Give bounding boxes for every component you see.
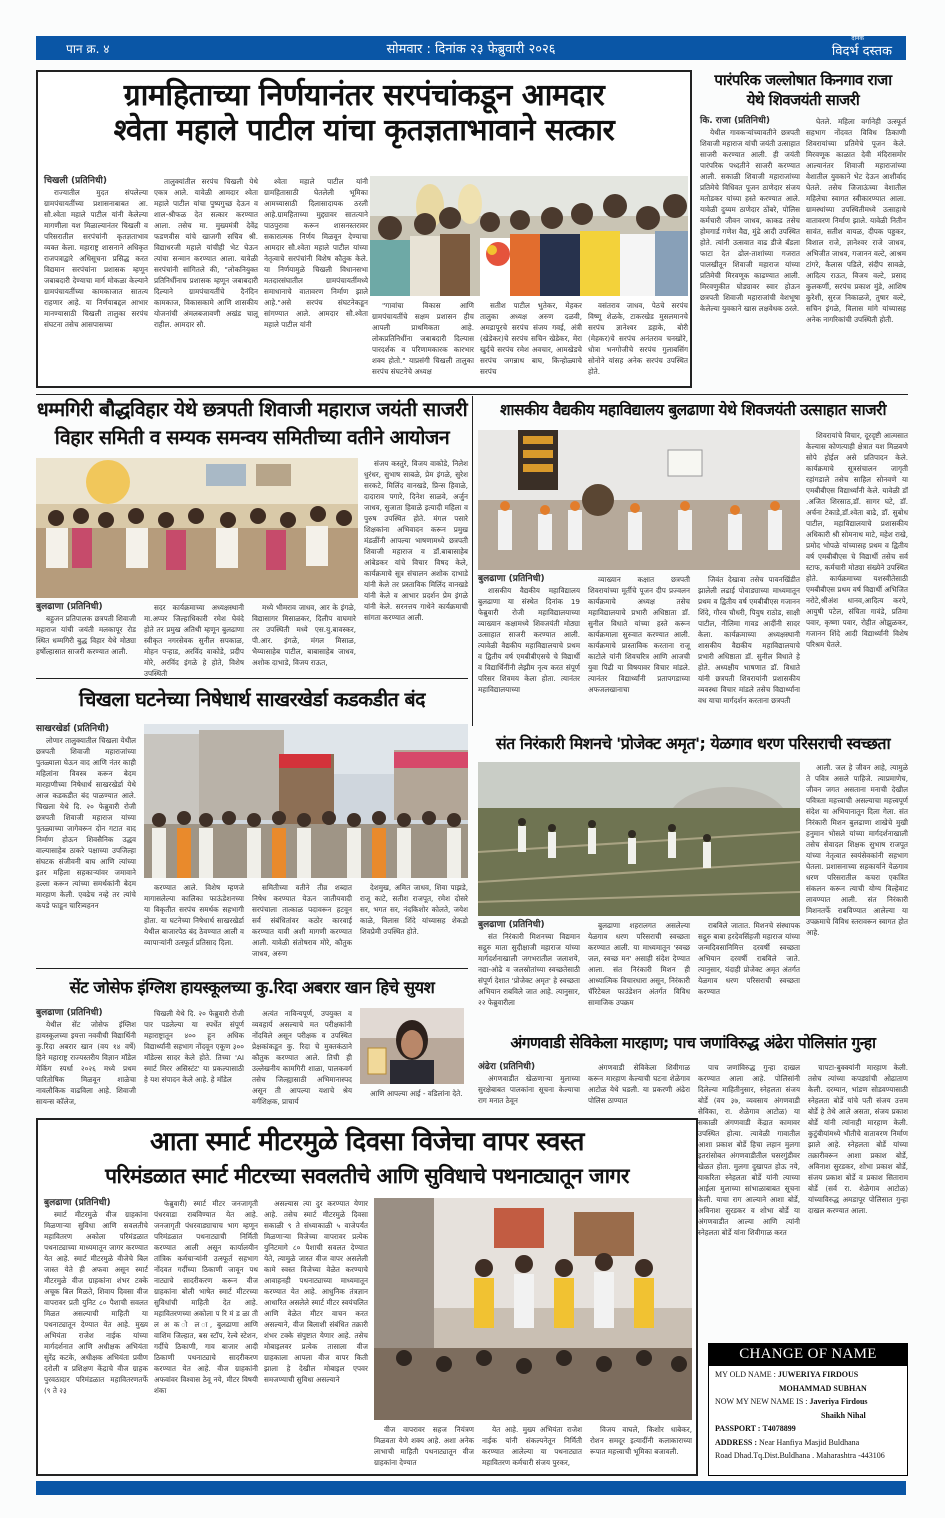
stjoseph-col-2: [144, 1008, 244, 1108]
gmc-col-2: [588, 574, 690, 724]
stjoseph-col-1: [36, 1008, 136, 1108]
stjoseph-text-3: अत्यंत नाविन्यपूर्ण, उपयुक्त व व्यवहार्य असल्याचे मत परीक्षकांनी नोंदविले असून परीक्षक व उपस्थित प्रेक्षकांकडून कु. रिदा चे मुक्तकंठाने कौतुक करण्यात आले. तिची ही उल्लेखनीय कामगिरी शाळा, पालकवर्ग तसेच जिल्ह्यासाठी अभिमानास्पद असून ती आपल्या यशाचे श्रेय वर्गशिक्षक, प्राचार्य: [252, 1009, 352, 1106]
dhammagiri-headline: [36, 396, 468, 452]
smartmeter-text-5: येत आहे. मुख्य अभियंता राजेश नाईक यांनी संकल्पनेतून निर्मिती करण्यात आलेल्या या पथनाट्यात महावितरण कर्मचारी संजय पुरकर,: [482, 1425, 582, 1467]
chikhla-text-2: करण्यात आले. विशेष म्हणजे मागासलेल्या कालिका फाऊंडेशनच्या या विकृतीत सरपंच समर्थक सहभागी होता. या घटनेच्या निषेधार्थ साखरखेर्डा येथील बाजारपेठ बंद ठेवण्यात आली व व्यापाऱ्यांनी उत्स्फूर्त प्रतिसाद दिला.: [144, 883, 244, 947]
chikhla-photo-image: [144, 724, 468, 878]
new-name-row-2: [715, 1409, 901, 1423]
gmc-col-1: [478, 574, 580, 724]
dhammagiri-photo: [36, 458, 358, 598]
smartmeter-col-2: [154, 1198, 258, 1470]
lead-photo-image: [370, 176, 688, 296]
stjoseph-byline: बुलढाणा (प्रतिनिधी): [36, 1008, 103, 1018]
stjoseph-photo: [360, 1008, 464, 1084]
chikhla-headline: चिखला घटनेच्या निषेधार्थ साखरखेर्डा कडकडीत बंद: [78, 688, 426, 711]
lead-text-6: वसंतराव जाधव, पेठचे सरपंच विष्णू शेळके, टाकरखेड मुसलमानचे सरपंच ज्ञानेश्वर डहाके, बोरी (मेहकर)चे सरपंच अनंतराव चनखोरे, धोत्रा भनगोजीचे सरपंच गुलाबसिंग सोनोने यांसह अनेक सरपंच उपस्थित होते.: [588, 301, 688, 376]
gmc-text-2: व्याख्यान कक्षात छत्रपती शिवरायांच्या मूर्तीचे पूजन दीप प्रज्वलन कार्यक्रमाचे अध्यक्ष तसेच महाविद्यालयाचे प्रभारी अधिष्ठाता डॉ. सुनील विधाते यांच्या हस्ते करून कार्यक्रमाला सुरुवात करण्यात आली. कार्यक्रमाचे प्रास्ताविक करताना राजू काटोले यांनी शिवचरित्र आणि आजची युवा पिढी या विषयावर विचार मांडले. त्यानंतर विद्यार्थ्यांनी प्रतापगडाच्या अफजलखानाचा: [588, 575, 690, 694]
chikhla-text-3: समितीच्या वतीने तीव्र शब्दात निषेध करण्यात येऊन जातीयवादी सरपंचाला तात्काळ पदावरून हटवून सर्व संबंधितांवर कठोर कारवाई करण्यात यावी अशी मागणी करण्यात आली. यावेळी संतोषराव मोरे, कौतुक जाधव, अरुण: [252, 883, 352, 958]
nirankari-photo-image: [478, 762, 800, 916]
address-line2: Road Dhad.Tq.Dist.Buldhana . Maharashtra -443106: [715, 1451, 885, 1460]
nirankari-photo: [478, 762, 800, 916]
new-name-row: [715, 1395, 901, 1409]
nirankari-headline: संत निरंकारी मिशनचे 'प्रोजेक्ट अमृत'; येळगाव धरण परिसराची स्वच्छता: [495, 734, 891, 753]
smartmeter-photo-image: [374, 1198, 692, 1420]
smartmeter-col-6: [590, 1424, 692, 1472]
anganwadi-headline: अंगणवाडी सेविकेला मारहाण; पाच जणांविरुद्ध अंढेरा पोलिसांत गुन्हा: [510, 1034, 876, 1052]
page-number: पान क्र. ४: [66, 42, 110, 56]
gmc-photo-image: [478, 430, 800, 570]
address-row: [715, 1436, 901, 1450]
dhammagiri-side-col: [364, 458, 468, 670]
dhammagiri-text-2: सदर कार्यक्रमाच्या अध्यक्षस्थानी मा.अप्पर जिल्हाधिकारी रमेश घेवंदे होते तर प्रमुख अतिथी म्हणून बुलढाणा स्वीकृत नगरसेवक सुनील सपकाळ, मोहन पऱ्हाड, अरविंद वाकोडे, प्रदीप मोरे, अरविंद इंगळे हे होते, विशेष उपस्थिती: [144, 603, 244, 678]
dhammagiri-text-1: बहुजन प्रतिपालक छत्रपती शिवाजी महाराज यांची जयंती मलकापूर रोड स्थित धम्मगिरी बुद्ध विहार येथे मोठ्या हर्षोल्हासात साजरी करण्यात आली.: [36, 614, 136, 656]
anganwadi-text-3: पाच जणांविरुद्ध गुन्हा दाखल करण्यात आला आहे. पोलिसांनी दिलेल्या माहितीनुसार, स्नेहलता संजय बोर्डे (वय ३७, व्यवसाय अंगणवाडी सेविका, रा. शेळेगाव आटोळ) या सकाळी अंगणवाडी केंद्रात कामावर उपस्थित होत्या. त्यावेळी गावातील आशा प्रकाश बोर्डे हिचा लहान मुलगा इतरांसोबत अंगणवाडीतील घसरगुंडीवर खेळत होता. मुलगा दुखापत होऊ नये, याकरिता स्नेहलता बोर्डे यांनी त्याच्या आईला मुलाच्या सांभाळाबाबत सूचना केली. याचा राग आल्याने आशा बोर्डे, अविनाश सुरडकर व शोभा बोर्डे या अंगणवाडीत आल्या आणि त्यांनी स्नेहलता बोर्डे यांना शिवीगाळ करत: [698, 1063, 800, 1237]
stjoseph-caption-text: आणि आपल्या आई - वडिलांना देते.: [370, 1089, 463, 1098]
kingaon-headline-line2: येथे शिवजयंती साजरी: [746, 91, 860, 109]
old-name-line2: MOHAMMAD SUBHAN: [779, 1383, 867, 1393]
address-row-2: [715, 1449, 901, 1463]
lead-col-3: [264, 176, 368, 381]
dhammagiri-photo-image: [36, 458, 358, 598]
lead-text-2: तालुक्यांतील सरपंच चिखली येथे एकत्र आले. यावेळी आमदार श्वेता महाले पाटील यांचा पुष्पगुच्छ देऊन व शाल-श्रीफळ देत सत्कार करण्यात आला. तसेच मा. मुख्यमंत्री देवेंद्र फडणवीस यांचे खाजगी सचिव श्री. विद्याधरजी महाले यांचीही भेट घेऊन त्यांचा सन्मान करण्यात आला. यावेळी सरपंचांनी सांगितले की, "लोकनियुक्त प्रतिनिधींनाच प्रशासक म्हणून जबाबदारी दिल्याने ग्रामपंचायतींचे दैनंदिन कामकाज, विकासकामे आणि शासकीय योजनांची अंमलबजावणी अखंड चालू राहील. आमदार सौ.: [154, 177, 258, 329]
stjoseph-text-1: येथील सेंट जोसेफ इंग्लिश हायस्कूलच्या इयत्ता नववीची विद्यार्थिनी कु.रिदा अबरार खान (वय १४ वर्षे) हिने महाराष्ट्र राज्यस्तरीय विज्ञान मॉडेल मेकिंग स्पर्धा २०२६ मध्ये प्रथम पारितोषिक मिळवून शाळेचा नावलौकिक वाढविला आहे. शिवाजी सायन्स कॉलेज,: [36, 1020, 136, 1106]
new-name-line1: Javeriya Firdous: [809, 1397, 868, 1406]
address-label: ADDRESS :: [715, 1437, 758, 1447]
kingaon-col-1: [700, 116, 800, 384]
smartmeter-text-2: फेब्रुवारी) स्मार्ट मीटर जनजागृती पंधरवाडा राबविण्यात येत आहे. जनजागृती पंधरवाड्याचाच भाग म्हणून परिमंडळात पथनाट्याची निर्मिती करण्यात आली असून कार्यालयीन तांत्रिक कर्मचाऱ्यांनी उत्स्फूर्त सहभाग नोंदवत गर्दीच्या ठिकाणी जावून पथ नाट्याचे सादरीकरण करून वीज ग्राहकांना बोली भाषेत स्मार्ट मीटरच्या सुविधांची माहिती देत आहे. महावितरणच्या अकोला प रि मं ड ळा ती ल अ क ो ल ा, बुलढाणा आणि वाशिम जिल्हात, बस स्टॉप, रेल्वे स्टेशन, गर्दीचे ठिकाणी, गाव बाजार आदी ठिकाणी पथनाट्याचे सादरीकरण करण्यात येत आहे. वीज ग्राहकांनी अफवांवर विश्वास ठेवू नये, मीटर विषयी शंका: [154, 1199, 258, 1395]
column-divider: [472, 396, 473, 726]
kingaon-byline: कि. राजा (प्रतिनिधी): [700, 116, 770, 126]
issue-date: सोमवार : दिनांक २३ फेब्रुवारी २०२६: [386, 42, 556, 57]
passport-label: PASSPORT :: [715, 1424, 761, 1433]
chikhla-text-4: देशमुख, अमित जाधव, शिवा पाझडे, राजू काटे, सतीश राजपूत, रमेश दोसरे सर, भगत सर, नंदकिशोर कोलते, जयेश काळे, विलास शिंदे यांच्यासह शेकडो शिवप्रेमी उपस्थित होते.: [360, 883, 468, 936]
nirankari-side-text: आली. जल हे जीवन आहे, त्यामुळे ते पवित्र असले पाहिजे. त्याप्रमाणेच, जीवन जगत असताना मनाची देखील पवित्रता महत्त्वाची असल्याचा महत्त्वपूर्ण संदेश या अभियानातून दिला गेला. संत निरंकारी मिशन बुलढाणा शाखेचे मुखी हनुमान भोसले यांच्या मार्गदर्शनाखाली तसेच सेवादल शिक्षक सुभाष राजपूत यांच्या नेतृत्वात स्वयंसेवकांनी सहभाग घेतला. प्रशासनाच्या सहकार्याने येळगाव धरण परिसरातील कचरा एकत्रित संकलन करून त्याची योग्य विल्हेवाट लावण्यात आली. संत निरंकारी मिशनतर्फे राबविण्यात आलेल्या या उपक्रमाचे विविध स्तरावरून स्वागत होत आहे.: [806, 763, 908, 937]
old-name-row-2: [715, 1382, 901, 1396]
nirankari-col-1: [478, 920, 580, 1020]
gmc-text-1: शासकीय वैद्यकीय महाविद्यालय बुलढाणा या संस्थेत दिनांक 19 फेब्रुवारी रोजी महाविद्यालयाच्या व्याख्यान कक्षामध्ये शिवजयंती मोठ्या उत्साहात साजरी करण्यात आली. त्यावेळी वैद्यकीय महाविद्यालयाचे प्रथम व द्वितीय वर्ष एमबीबीएसचे चे विद्यार्थी व विद्यार्थिनींनी लेझीम नृत्य करत संपूर्ण परिसर शिवमय केला होता. त्यानंतर महाविद्यालयाच्या: [478, 586, 580, 694]
lead-col-1: [44, 176, 148, 381]
kingaon-headline: [698, 70, 908, 110]
old-name-label: MY OLD NAME :: [715, 1370, 776, 1379]
new-name-label: NOW MY NEW NAME IS :: [715, 1397, 808, 1406]
nirankari-side-col: [806, 762, 908, 1024]
gmc-byline: बुलढाणा (प्रतिनिधी): [478, 574, 545, 584]
kingaon-col-2: [806, 116, 906, 384]
smartmeter-text-1: स्मार्ट मीटरमुळे वीज ग्राहकांना मिळणाऱ्या सुविधा आणि सवलतीचे महावितरण अकोला परिमंडळात पथनाट्याच्या माध्यमातून जागर करण्यात येत आहे. स्मार्ट मीटरमुळे वीजेचे बिल जास्त येते ही अफवा असून स्मार्ट मीटरमुळे वीज ग्राहकांना शंभर टक्के अचूक बिल मिळते, शिवाय दिवसा वीज वापरावर प्रती युनिट ८० पैशाची सवलत मिळत असल्याची माहिती या पथनाट्यातून देण्यात येत आहे. मुख्य अभियंता राजेश नाईक यांच्या मार्गदर्शनात आणि अधीक्षक अभियंता सुरेंद्र कटके, अधीक्षक अभियंता प्रवीण दरोली व प्रशिक्षण केंद्राचे वीज ग्राहक पुरवठादार परिमंडळात महावितरणतर्फे (९ ते २३: [44, 1210, 148, 1395]
stjoseph-headline: सेंट जोसेफ इंग्लिश हायस्कूलच्या कु.रिदा अबरार खान हिचे सुयश: [69, 978, 435, 997]
kingaon-headline-line1: पारंपरिक जल्लोषात किनगाव राजा: [714, 71, 892, 89]
old-name-row: [715, 1368, 901, 1382]
dhammagiri-col-2: [144, 602, 244, 678]
lead-headline-line1: ग्रामहिताच्या निर्णयानंतर सरपंचांकडून आमदार: [123, 78, 605, 113]
gmc-col-3: [698, 574, 800, 724]
dhammagiri-byline: बुलढाणा (प्रतिनिधी): [36, 602, 103, 612]
dhammagiri-text-3: मध्ये भीमराव जाधव, आर के इंगळे, विद्यासागर मिसाळकर, दिलीप वाघमारे तर उपस्थिती मध्ये एस.यु.बावस्कर, पी.आर. इंगळे, मंगल मिसाळ, भैय्यासाहेब पाटील, बाबासाहेब जाधव, अशोक दाभाडे, विजय राऊत,: [252, 603, 356, 667]
anganwadi-text-1: अंगणवाडीत खेळणाऱ्या मुलाच्या सुरक्षेबाबत पालकांना सूचना केल्याचा राग मनात ठेवून: [478, 1074, 580, 1105]
lead-col-2: [154, 176, 258, 381]
smartmeter-text-6: विजय वाघले, किशोर धाबेकर, रोशन समदूर इत्यादींनी कलाकाराच्या रूपात महत्त्वाची भूमिका बजावली.: [590, 1425, 692, 1456]
section-divider: [36, 678, 468, 679]
chikhla-col-4: [360, 882, 468, 964]
chikhla-byline: साखरखेर्डा (प्रतिनिधी): [36, 724, 110, 734]
smartmeter-text-4: वीज वापरावर सहज नियंत्रण मिळवता येणे शक्य आहे. अशा अनेक लाभाची माहिती पथनाट्यातून वीज ग्राहकांना देण्यात: [374, 1425, 474, 1467]
lead-photo: [370, 176, 688, 296]
anganwadi-col-4: [808, 1062, 908, 1324]
newspaper-brand: [832, 36, 892, 58]
nirankari-text-2: बुलढाणा शहरालगत असलेल्या येळगाव धरण परिसराची स्वच्छता करण्यात आली. या माध्यमातून 'स्वच्छ जल, स्वच्छ मन' असाही संदेश देण्यात आला. संत निरंकारी मिशन ही आध्यात्मिक विचारधारा असून, निरंकारी चॅरिटेबल फाउंडेशन अंतर्गत विविध सामाजिक उपक्रम: [588, 921, 690, 1007]
smartmeter-photo: [374, 1198, 692, 1420]
anganwadi-byline: अंढेरा (प्रतिनिधी): [478, 1062, 536, 1072]
smartmeter-byline: बुलढाणा (प्रतिनिधी): [44, 1198, 111, 1208]
smartmeter-headline-line2: परिमंडळात स्मार्ट मीटरच्या सवलतीचे आणि सुविधाचे पथनाट्यातून जागर: [105, 1164, 629, 1188]
dhammagiri-headline-line2: विहार समिती व सम्यक समन्वय समितीच्या वतीने आयोजन: [54, 426, 450, 449]
chikhla-text-1: लोणार तालुक्यातील चिखला येथील छत्रपती शिवाजी महाराजांच्या पुतळ्याला घेऊन वाद आणि नंतर काही महिलांना विवस्त्र करून बेदम मारहाणीच्या निषेधार्थ साखरखेर्डा येथे आज कडकडीत बंद पाळण्यात आले. चिखला येथे दि. २० फेब्रुवारी रोजी छत्रपती शिवाजी महाराज यांच्या पुतळ्याच्या जागेवरून दोन गटात वाद निर्माण होऊन शिवसैनिक उद्धव वाल्यासाहेब ठाकरे पक्षाच्या उपजिल्हा संघटक संजीवनी बाघ आणि त्यांच्या इतर महिला सहकाऱ्यांवर जमावाने हल्ला करून त्यांच्या समर्थकांनी बेदम मारहाण केली. एवढेच नव्हे तर त्यांचे कपडे फाडून चारित्र्यहनन: [36, 736, 136, 910]
kingaon-text-1: येथील गावकऱ्यांच्यावतीने छत्रपती शिवाजी महाराज यांची जयंती उत्साहात साजरी करण्यात आली. ही जयंती पारंपरिक पध्दतीने साजरी करण्यात आली. सकाळी शिवाजी महाराजांच्या प्रतिमेचे विधिवत पूजन ठाणेदार संजय मतोडकर यांच्या हस्ते करण्यात आले. यावेळी दुय्यम ठाणेदार ठोंबरे, पोलिस कर्मचारी जीवन जाधव, काकड तसेच होमगार्ड गणेश वैद्य, मुंढे आदी उपस्थित होते. त्यांनी उत्सवात वाढ डीजे बँडला फाटा देत ढोल-ताशांच्या गजरात पालखीतून शिवाजी महाराज यांच्या प्रतिमेची मिरवणूक काढण्यात आली. मिरवणुकीत घोड्यावर स्वार होऊन छत्रपती शिवाजी महाराजांची वेशभूषा केलेल्या युवकाने खास लक्षवेधक ठरले.: [700, 128, 800, 313]
nirankari-text-1: संत निरंकारी मिशनच्या विद्यमान सद्गुरु माता सुदीक्षाजी महाराज यांच्या मार्गदर्शनाखाली जगभरातील जलाशये, नद्या-ओढे व जलस्रोतांच्या स्वच्छतेसाठी संपूर्ण देशात 'प्रोजेक्ट अमृत' हे स्वच्छता अभियान राबविले जात आहे. त्यानुसार, २२ फेब्रुवारीला: [478, 932, 580, 1007]
footer-bar: [36, 1481, 906, 1495]
dhammagiri-headline-line1: धम्मगिरी बौद्धविहार येथे छत्रपती शिवाजी महाराज जयंती साजरी: [36, 398, 468, 421]
stjoseph-photo-caption: [360, 1088, 464, 1110]
dhammagiri-side-text: संजय कस्तुरे, विजय वाकोडे, निलेश धुरंधर, सुभाष साबळे, प्रेम इंगळे, सुरेश सरकटे, मिलिंद वानखडे, प्रिन्स हिवाळे, दादाराव पगारे, दिनेश साळवे, अर्जुन जाधव, सुजाता हिवाळे इत्यादी महिला व पुरुष उपस्थित होते. मंगल पसारे शिक्षकांना अभिवादन करून प्रमुख मंडळींनी आपल्या भाषणामध्ये छत्रपती शिवाजी महाराज व डॉ.बाबासाहेब आंबेडकर यांचे विचार विषद केले, कार्यक्रमाचे सूत्र संचालन अशोक दाभाडे यांनी केले तर प्रस्ताविक मिलिंद वानखडे यांनी केले व आभार प्रदर्शन प्रेम इंगळे यांनी केले. सरनत्तय गाथेने कार्यक्रमाची सांगता करण्यात आली.: [364, 459, 468, 622]
lead-col-5: [480, 300, 582, 382]
smartmeter-headline: [38, 1124, 696, 1192]
address-line1: Near Hanfiya Masjid Buldhana: [759, 1437, 860, 1447]
lead-headline: [38, 78, 690, 149]
brand-name: विदर्भ दस्तक: [831, 44, 892, 59]
passport-value: T4078899: [762, 1424, 796, 1433]
smartmeter-col-3: [264, 1198, 368, 1470]
chikhla-col-1: [36, 724, 136, 964]
passport-row: [715, 1422, 901, 1436]
lead-text-3: श्वेता महाले पाटील यांनी ग्रामहितासाठी घेतलेली भूमिका आमच्यासाठी दिलासादायक ठरली आहे.ग्रामहिताच्या मुद्द्यावर सातत्याने पाठपुरावा करून शासनस्तरावर सकारात्मक निर्णय मिळवून देण्याचा आमदार सौ.श्वेता महाले पाटील यांच्या नेतृत्वाचे सरपंचांनी विशेष कौतुक केले. या निर्णयामुळे चिखली विधानसभा मतदारसंघातील ग्रामपंचायतींमध्ये समाधानाचे वातावरण निर्माण झाले आहे."असे सरपंच संघटनेकडून सांगण्यात आले. आमदार सौ.श्वेता महाले पाटील यांनी: [264, 177, 368, 329]
lead-text-5: सतीश पाटील भुतेकर, मेहकर तालुका अध्यक्ष अरुण दळवी, अमडापूरचे सरपंच संजय गवई, अंत्री (खेडेकर)चे सरपंच सचिन खेडेकर, मेरा खुर्दचे सरपंच रमेश अवचार, आमखेडचे सरपंच जगन्नाथ बाघ, किन्होळ्याचे सरपंच: [480, 301, 582, 376]
smartmeter-col-5: [482, 1424, 582, 1472]
nirankari-byline: बुलढाणा (प्रतिनिधी): [478, 920, 545, 930]
anganwadi-text-4: चापटा-बुक्क्यांनी मारहाण केली. तसेच त्यांच्या कपड्यांची ओढाताण केली. दरम्यान, भांडण सोडवण्यासाठी स्नेहलता बोर्डे यांचे पती संजय उत्तम बोर्डे हे तेथे आले असता, संजय प्रकाश बोर्डे यांनी त्यांनाही मारहाण केली. कुटुंबीयांमध्ये भीतीचे वातावरण निर्माण झाले आहे. स्नेहलता बोर्डे यांच्या तक्रारीवरून आशा प्रकाश बोर्डे, अविनाश सुरडकर, शोभा प्रकाश बोर्डे, संजय प्रकाश बोर्डे व प्रकाश सिताराम बोर्डे (सर्व रा. शेळेगाव आटोळ) यांच्याविरुद्ध अमडापूर पोलिसात गुन्हा दाखल करण्यात आला.: [808, 1063, 908, 1215]
nirankari-text-3: राबविले जातात. मिशनचे संस्थापक सद्गुरु बाबा हरदेवसिंहजी महाराज यांच्या जन्मदिवसानिमित्त दरवर्षी स्वच्छता अभियान दरवर्षी राबविले जाते. त्यानुसार, यंदाही प्रोजेक्ट अमृत अंतर्गत येळगाव धरण परिसराची स्वच्छता करण्यात: [698, 921, 800, 996]
smartmeter-text-3: असल्यास त्या दुर करण्यात येणार आहे. तसेच स्मार्ट मीटरमुळे दिवसा सकाळी ९ ते संध्याकाळी ५ वाजेपर्यंत मिळणाऱ्या विजेच्या वापरावर प्रत्येक युनिटमागे ८० पैशाची सवलत देण्यात येते, त्यामुळे जास्त वीज वापर असलेली कामे स्वस्त विजेच्या वेळेत करण्याचे आवाहनही पथनाट्याच्या माध्यमातून करण्यात येत आहे. आधुनिक तंत्रज्ञान आधारित असलेले स्मार्ट मीटर स्वयंचलित आणि वेळेत मीटर वाचन करत असल्याने, वीज बिलाशी संबंधित तक्रारी शंभर टक्के संपुष्टात येणार आहे. तसेच मोबाइलवर प्रत्येक तासाला वीज ग्राहकाला आपला वीज वापर किती झाला हे देखील मोबाइल एपवर समजण्याची सुविधा असल्याने: [264, 1199, 368, 1384]
article-gmc: [478, 396, 908, 726]
stjoseph-col-3: [252, 1008, 352, 1108]
article-dhammagiri: [36, 396, 468, 678]
lead-text-4: "गावांचा विकास आणि ग्रामपंचायतींचे सक्षम प्रशासन हीच आपली प्राथमिकता आहे. लोकप्रतिनिधींना जबाबदारी दिल्यास पारदर्शक व परिणामकारक कारभार शक्य होतो." याप्रसंगी चिखली तालुका सरपंच संघटनेचे अध्यक्ष: [372, 301, 474, 376]
nirankari-col-3: [698, 920, 800, 1020]
anganwadi-col-3: [698, 1062, 800, 1324]
article-nirankari: [478, 728, 908, 1024]
kingaon-text-2: घेतले. महिला वर्गानेही उत्स्फूर्त सहभाग नोंदवत विविध ठिकाणी शिवरायांच्या प्रतिमेचे पूजन केले. मिरवणूक काळात देवी मंदिरासमोर आल्यानंतर शिवाजी महाराजांच्या वेशातील युवकाने भेट देऊन आशीर्वाद घेतले. तसेच जिजाऊंच्या वेशातील महिलेचा स्वागत स्वीकारण्यात आला. ग्रामस्थांच्या उपस्थितीमध्ये उत्साहाचे वातावरण निर्माण झाले. यावेळी नितीन सावंत, सतीश वायळ, दीपक पड्डकर, विशाल राजे, ज्ञानेश्वर राजे जाधव, अभिजीत जाधव, गजानन वल्टे, आश्रम टांगरे, कैलास पडिले, संदीप सावळे, आदित्य राऊत, विजय वल्टे, प्रसाद कुलकर्णी, सरपंच प्रकाश मुंडे, आशिष कुरेशी, सुरज निकाळजे, तुषार वल्टे, सचिन इंगळे, विलास मांगे यांच्यासह अनेक नागरिकांची उपस्थिती होती.: [806, 117, 906, 324]
lead-byline: चिखली (प्रतिनिधी): [44, 176, 107, 186]
lead-col-6: [588, 300, 688, 382]
nirankari-col-2: [588, 920, 690, 1020]
smartmeter-headline-line1: आता स्मार्ट मीटरमुळे दिवसा विजेचा वापर स्वस्त: [150, 1127, 584, 1157]
article-kingaon: [698, 70, 908, 388]
article-chikhla: [36, 680, 468, 965]
lead-col-4: [372, 300, 474, 382]
brand-prefix: दैनिक: [851, 35, 864, 42]
stjoseph-text-2: चिखली येथे दि. २० फेब्रुवारी रोजी पार पडलेल्या या स्पर्धेत संपूर्ण महाराष्ट्रातून ४०० हून अधिक विद्यार्थ्यांनी सहभाग नोंदवून एकूण ३०० मॉडेल्स सादर केले होते. तिच्या 'AI स्मार्ट मिरर असिस्टंट' या प्रकल्पासाठी हे यश संपादन केले आहे. हे मॉडेल: [144, 1009, 244, 1084]
new-name-line2: Shaikh Nihal: [821, 1410, 866, 1420]
smartmeter-col-4: [374, 1424, 474, 1472]
gmc-headline: शासकीय वैद्यकीय महाविद्यालय बुलढाणा येथे शिवजयंती उत्साहात साजरी: [499, 401, 886, 419]
smartmeter-col-1: [44, 1198, 148, 1470]
stjoseph-photo-image: [360, 1008, 464, 1084]
lead-headline-line2: श्वेता महाले पाटील यांचा कृतज्ञताभावाने सत्कार: [113, 113, 615, 149]
dhammagiri-col-1: [36, 602, 136, 672]
notice-title: CHANGE OF NAME: [709, 1344, 907, 1366]
masthead-bar: [36, 36, 906, 60]
section-divider: [36, 968, 468, 969]
lead-text-1: राज्यातील मुदत संपलेल्या ग्रामपंचायतींच्या प्रशासनाबाबत आ. सौ.श्वेता महाले पाटील यांनी केलेल्या मागणीला यश मिळाल्यानंतर चिखली व परिसरातील सरपंचांनी कृतज्ञताभाव व्यक्त केला. महाराष्ट्र शासनाने अधिकृत राजपत्राद्वारे अधिसूचना प्रसिद्ध करत विद्यमान सरपंचांना प्रशासक म्हणून जबाबदारी देण्याचा मार्ग मोकळा केल्याने ग्रामपंचायतींच्या कामकाजात सातत्य राहणार आहे. या निर्णयाबद्दल आभार मानण्यासाठी चिखली तालुका सरपंच संघटना तसेच आसपासच्या: [44, 188, 148, 329]
section-divider: [36, 394, 908, 395]
chikhla-col-3: [252, 882, 352, 964]
old-name-line1: JUWERIYA FIRDOUS: [777, 1370, 859, 1379]
gmc-photo: [478, 430, 800, 570]
anganwadi-text-2: अंगणवाडी सेविकेला शिवीगाळ करून मारहाण केल्याची घटना शेळेगाव आटोळ येथे घडली. या प्रकरणी अंढेरा पोलिस ठाण्यात: [588, 1063, 690, 1105]
anganwadi-col-2: [588, 1062, 690, 1114]
article-smartmeter: [36, 1118, 698, 1476]
article-lead: [36, 70, 692, 388]
name-change-notice: [708, 1343, 908, 1476]
gmc-side-text: शिवरायांचे विचार, दूरदृष्टी आत्मसात केल्यास कोणत्याही क्षेत्रात यश मिळवणे सोपे होईल असे प्रतिपादन केले. कार्यक्रमाचे सूत्रसंचालन जागृती रहांगडाले तसेच साहिल सोनवणे या एमबीबीएस विद्यार्थ्यांनी केले. यावेळी डॉ .अजित शिरसाठ,डॉ. सागर घटे, डॉ. अर्चना टेकाडे,डॉ.श्वेता बाढे, डॉ. सुबोध पाटील, महाविद्यालयाचे प्रशासकीय अधिकारी श्री सोमनाथ माटे, महेश राखे, प्रमोद भोपळे यांच्यासह प्रथम व द्वितीय वर्ष एमबीबीएस चे विद्यार्थी तसेच सर्व स्टाफ, कर्मचारी मोठ्या संख्येने उपस्थित होते. कार्यक्रमाच्या यशस्वीतेसाठी एमबीबीएस प्रथम वर्ष विद्यार्थी अभिजित नरोटे,श्रीअंश धानव,आदित्य करपे, आयुषी पटेल, संचिता गावंडे, प्रतिमा पवार, कृष्णा पवार, रोहीत ओझुळकर, गजानन शिंदे आदी विद्यार्थ्यांनी विशेष परिश्रम घेतले.: [806, 431, 908, 649]
dhammagiri-col-3: [252, 602, 356, 672]
anganwadi-col-1: [478, 1062, 580, 1114]
gmc-side-col: [806, 430, 908, 724]
notice-body: [709, 1366, 907, 1465]
chikhla-photo: [144, 724, 468, 878]
chikhla-col-2: [144, 882, 244, 964]
gmc-text-3: जिवंत देखावा तसेच पावनखिंडीत झालेली लढाई पोवाड्याच्या माध्यमातून प्रथम व द्वितीय वर्ष एमबीबीएस गजानन शिंदे, गौरव चौधरी, पियुष राठोड, साक्षी पाटील, नीलिमा गावड आदींनी सादर केला. कार्यक्रमाच्या अध्यक्षस्थानी शासकीय वैद्यकीय महाविद्यालयाचे प्रभारी अधिष्ठाता डॉ. सुनील विधाते हे होते. अध्यक्षीय भाषणात डॉ. विधाते यांनी छत्रपती शिवरायांनी प्रशासकीय व्यवस्था विचार मांडले तसेच विद्यार्थ्यांना वध याचा मार्गदर्शन करताना छत्रपती: [698, 575, 800, 705]
